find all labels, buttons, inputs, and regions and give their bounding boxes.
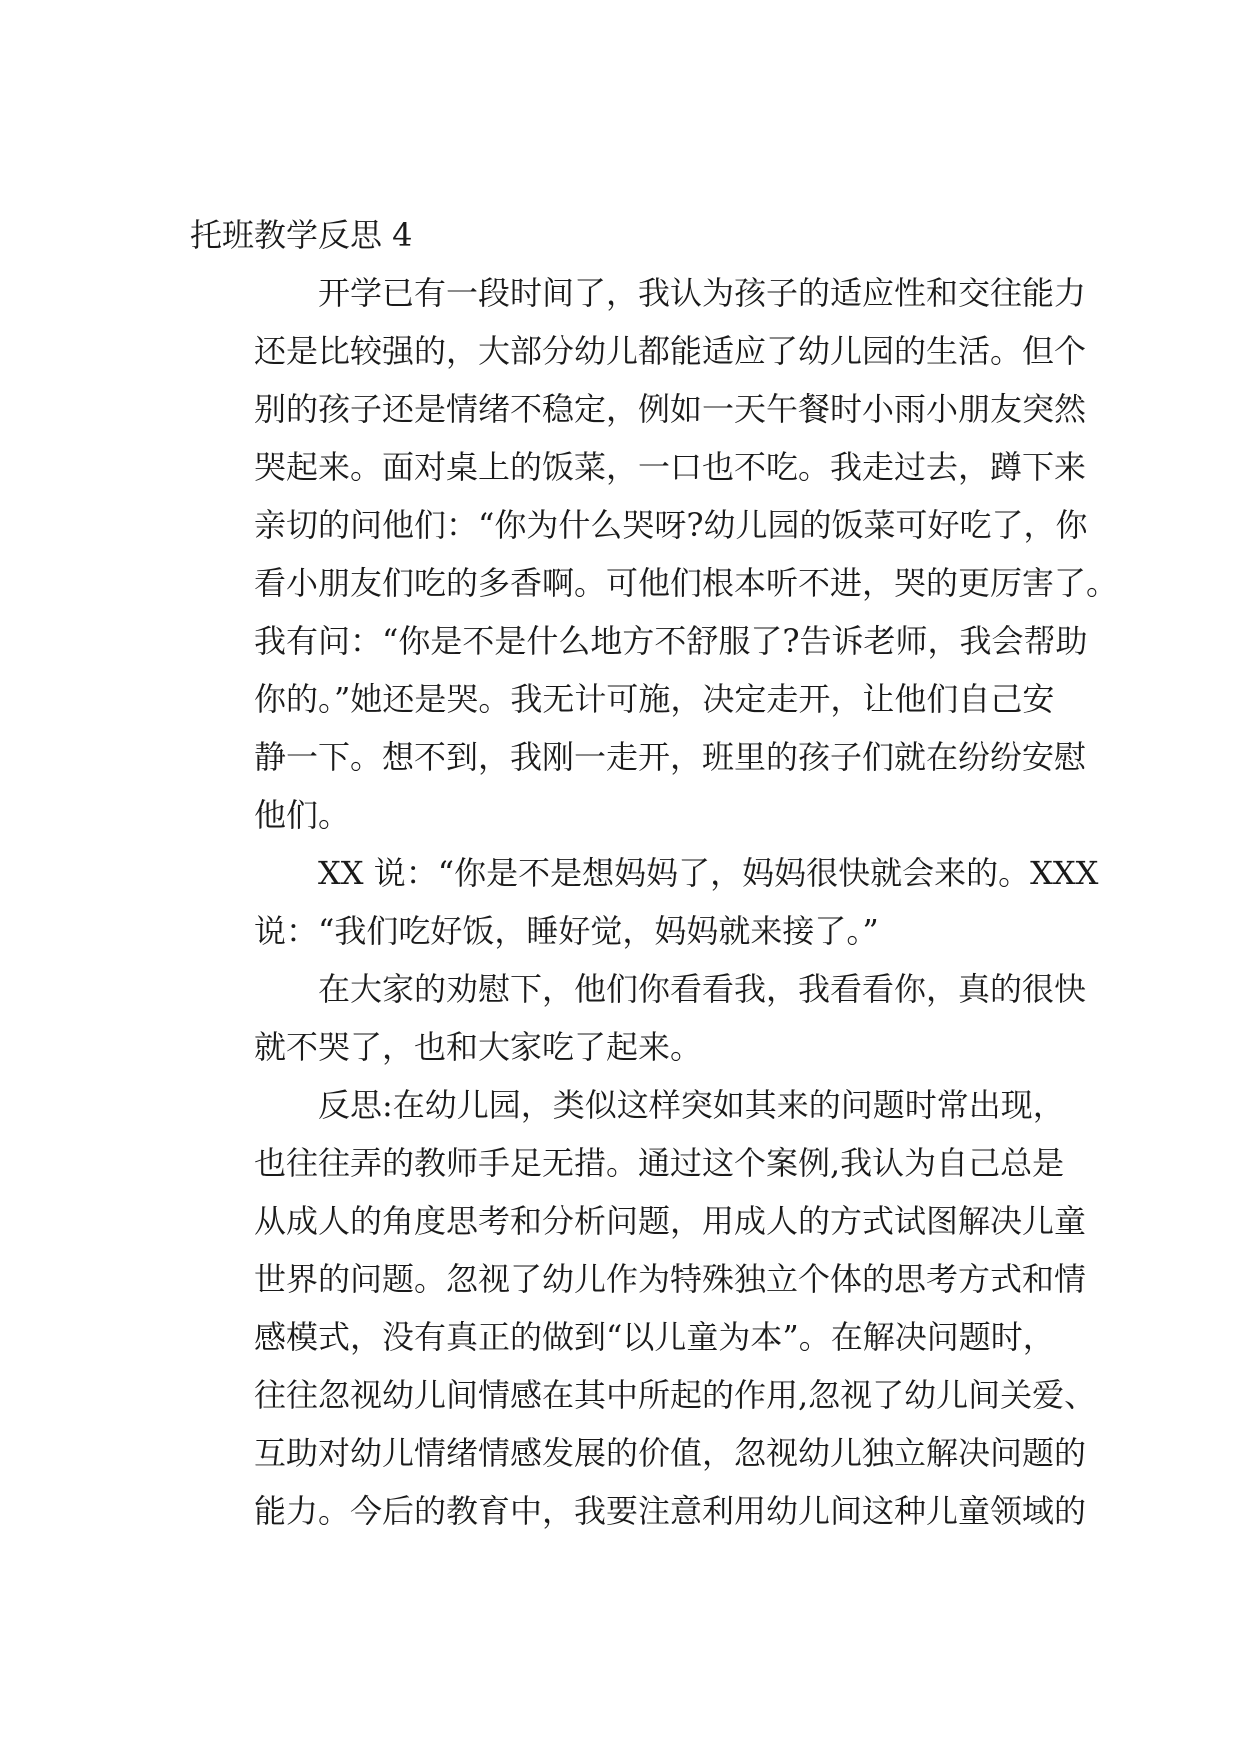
text-line: 在大家的劝慰下，他们你看看我，我看看你，真的很快 xyxy=(318,970,1087,1008)
text-line: 别的孩子还是情绪不稳定，例如一天午餐时小雨小朋友突然 xyxy=(254,390,1087,428)
paragraph-1 xyxy=(190,264,1119,844)
document-body xyxy=(190,206,1119,1540)
text-line: 就不哭了，也和大家吃了起来。 xyxy=(254,1028,703,1066)
text-line: 我有问：“你是不是什么地方不舒服了?告诉老师，我会帮助 xyxy=(254,622,1088,660)
text-line: 从成人的角度思考和分析问题，用成人的方式试图解决儿童 xyxy=(254,1202,1087,1240)
text-line: 看小朋友们吃的多香啊。可他们根本听不进，哭的更厉害了。 xyxy=(254,564,1119,602)
paragraph-3 xyxy=(190,960,1087,1076)
text-line: 反思:在幼儿园，类似这样突如其来的问题时常出现， xyxy=(318,1086,1065,1124)
text-line: 哭起来。面对桌上的饭菜，一口也不吃。我走过去，蹲下来 xyxy=(254,448,1087,486)
text-line: 往往忽视幼儿间情感在其中所起的作用,忽视了幼儿间关爱、 xyxy=(254,1376,1097,1414)
text-line: 说：“我们吃好饭，睡好觉，妈妈就来接了。” xyxy=(254,912,879,950)
paragraph-2 xyxy=(190,844,1099,960)
text-line: 他们。 xyxy=(254,796,351,834)
text-line: 静一下。想不到，我刚一走开，班里的孩子们就在纷纷安慰 xyxy=(254,738,1087,776)
text-line: 互助对幼儿情绪情感发展的价值，忽视幼儿独立解决问题的 xyxy=(254,1434,1087,1472)
text-line: 还是比较强的，大部分幼儿都能适应了幼儿园的生活。但个 xyxy=(254,332,1087,370)
document-title: 托班教学反思 4 xyxy=(190,216,413,254)
paragraph-4 xyxy=(190,1076,1097,1540)
text-line: 开学已有一段时间了，我认为孩子的适应性和交往能力 xyxy=(318,274,1087,312)
text-line: 能力。今后的教育中，我要注意利用幼儿间这种儿童领域的 xyxy=(254,1492,1087,1530)
text-line: XX 说：“你是不是想妈妈了，妈妈很快就会来的。XXX xyxy=(318,854,1099,892)
text-line: 感模式，没有真正的做到“以儿童为本”。在解决问题时， xyxy=(254,1318,1055,1356)
text-line: 亲切的问他们：“你为什么哭呀?幼儿园的饭菜可好吃了，你 xyxy=(254,506,1088,544)
text-line: 也往往弄的教师手足无措。通过这个案例,我认为自己总是 xyxy=(254,1144,1065,1182)
text-line: 你的。”她还是哭。我无计可施，决定走开，让他们自己安 xyxy=(254,680,1055,718)
text-line: 世界的问题。忽视了幼儿作为特殊独立个体的思考方式和情 xyxy=(254,1260,1087,1298)
